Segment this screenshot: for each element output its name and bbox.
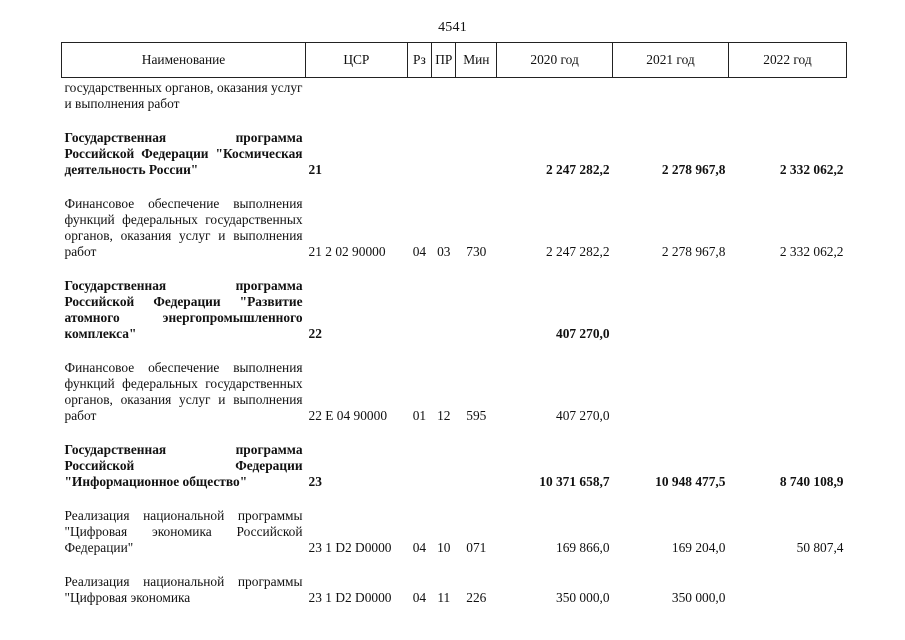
row-pr: 11 <box>437 590 451 605</box>
row-min: 226 <box>466 590 487 605</box>
budget-table <box>61 42 847 606</box>
row-value-2020: 2 247 282,2 <box>545 162 610 177</box>
row-pr: 10 <box>437 540 451 555</box>
row-min: 595 <box>466 408 487 423</box>
row-value-2022: 8 740 108,9 <box>779 474 844 489</box>
table-row <box>62 196 847 260</box>
row-name: Финансовое обеспечение выполнения функций федеральных государственных органов, оказания услуг и выполнения работ <box>64 196 303 259</box>
row-spacer <box>62 490 847 508</box>
row-rz: 04 <box>412 590 427 605</box>
row-min: 730 <box>466 244 487 259</box>
row-spacer <box>62 342 847 360</box>
row-pr: 12 <box>437 408 451 423</box>
row-value-2022: 2 332 062,2 <box>779 162 844 177</box>
row-value-2020: 169 866,0 <box>556 540 610 555</box>
row-name: Государственная программа Российской Федерации "Развитие атомного энергопромышленного комплекса" <box>64 278 303 341</box>
table-row <box>62 360 847 424</box>
row-value-2020: 407 270,0 <box>556 408 610 423</box>
row-pr: 03 <box>437 244 451 259</box>
col-header-min: Мин <box>456 43 497 78</box>
table-row <box>62 442 847 490</box>
row-rz: 01 <box>412 408 427 423</box>
table-row <box>62 78 847 113</box>
row-value-2021: 169 204,0 <box>671 540 726 555</box>
row-value-2022: 50 807,4 <box>796 540 844 555</box>
row-spacer <box>62 260 847 278</box>
row-csr: 23 <box>308 474 322 489</box>
col-header-2021: 2021 год <box>613 43 729 78</box>
row-value-2020: 407 270,0 <box>556 326 610 341</box>
row-value-2021: 10 948 477,5 <box>655 474 726 489</box>
table-row <box>62 508 847 556</box>
col-header-2022: 2022 год <box>728 43 846 78</box>
row-value-2022: 2 332 062,2 <box>779 244 844 259</box>
row-value-2020: 2 247 282,2 <box>545 244 610 259</box>
table-row <box>62 574 847 606</box>
row-name: государственных органов, оказания услуг и выполнения работ <box>64 80 303 111</box>
row-spacer <box>62 556 847 574</box>
col-header-pr: ПР <box>432 43 456 78</box>
col-header-csr: ЦСР <box>306 43 408 78</box>
table-body <box>62 78 847 607</box>
row-spacer <box>62 112 847 130</box>
col-header-name: Наименование <box>62 43 306 78</box>
row-rz: 04 <box>412 244 427 259</box>
col-header-2020: 2020 год <box>497 43 613 78</box>
row-name: Финансовое обеспечение выполнения функций федеральных государственных органов, оказания услуг и выполнения работ <box>64 360 303 423</box>
row-rz: 04 <box>412 540 427 555</box>
page-number: 4541 <box>438 20 467 35</box>
row-csr: 21 2 02 90000 <box>308 244 386 259</box>
table-header <box>62 43 847 78</box>
row-value-2021: 2 278 967,8 <box>661 162 726 177</box>
row-value-2021: 2 278 967,8 <box>661 244 726 259</box>
row-min: 071 <box>466 540 487 555</box>
col-header-rz: Рз <box>407 43 431 78</box>
row-spacer <box>62 178 847 196</box>
row-name: Реализация национальной программы "Цифровая экономика Российской Федерации" <box>64 508 303 555</box>
row-name: Государственная программа Российской Федерации "Информационное общество" <box>64 442 303 489</box>
row-value-2020: 350 000,0 <box>556 590 610 605</box>
row-name: Государственная программа Российской Федерации "Космическая деятельность России" <box>64 130 303 177</box>
table-row <box>62 130 847 178</box>
row-csr: 22 <box>308 326 322 341</box>
row-csr: 21 <box>308 162 322 177</box>
table-row <box>62 278 847 342</box>
row-value-2020: 10 371 658,7 <box>539 474 610 489</box>
row-csr: 22 Е 04 90000 <box>308 408 388 423</box>
row-csr: 23 1 D2 D0000 <box>308 540 392 555</box>
row-value-2021: 350 000,0 <box>671 590 726 605</box>
row-csr: 23 1 D2 D0000 <box>308 590 392 605</box>
row-name: Реализация национальной программы "Цифровая экономика <box>64 574 303 605</box>
row-spacer <box>62 424 847 442</box>
